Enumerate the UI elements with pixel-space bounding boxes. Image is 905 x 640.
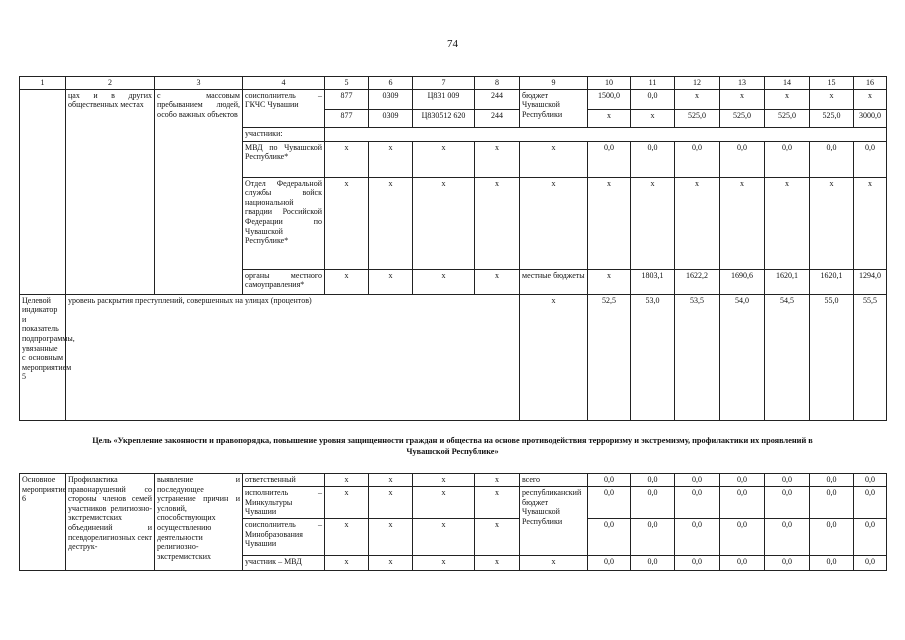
cell-value: 0,0 [854, 141, 887, 177]
cell-indicator-text: уровень раскрытия преступлений, совершенных на улицах (процентов) [66, 294, 520, 420]
cell-value: 3000,0 [854, 109, 887, 127]
cell-value: 0,0 [675, 556, 720, 571]
cell-code: Ц830512 620 [413, 109, 475, 127]
table-row [20, 474, 887, 487]
cell-value: 55,0 [810, 294, 854, 420]
cell-code: x [369, 556, 413, 571]
cell-code: x [413, 474, 475, 487]
cell-value: x [765, 89, 810, 109]
cell-executor: исполнитель – Минкультуры Чувашии [243, 487, 325, 519]
cell-event-label: Основное мероприятие 6 [20, 474, 66, 571]
cell-value: x [631, 109, 675, 127]
cell-code: x [475, 519, 520, 556]
cell-value: 53,0 [631, 294, 675, 420]
cell-code: x [475, 474, 520, 487]
cell-code: x [475, 177, 520, 269]
cell-value: 0,0 [631, 474, 675, 487]
cell-value: x [720, 177, 765, 269]
header-cell: 15 [810, 77, 854, 90]
cell-executor: органы местного самоуправления* [243, 269, 325, 294]
cell-executor: ответственный [243, 474, 325, 487]
cell-code: x [369, 474, 413, 487]
cell-source: x [520, 141, 588, 177]
cell-value: x [675, 177, 720, 269]
cell-value: 0,0 [854, 474, 887, 487]
header-cell: 14 [765, 77, 810, 90]
cell-value: 0,0 [720, 474, 765, 487]
cell-code: x [475, 487, 520, 519]
cell-value: 1620,1 [810, 269, 854, 294]
cell-value: 0,0 [675, 474, 720, 487]
cell-empty [325, 127, 887, 141]
cell-executor: участники: [243, 127, 325, 141]
cell-value: 0,0 [675, 141, 720, 177]
cell-value: 1500,0 [588, 89, 631, 109]
cell-value: 0,0 [765, 141, 810, 177]
cell-code: x [413, 556, 475, 571]
page-number: 74 [447, 38, 458, 50]
cell-event-name: Профилактика правонарушений со стороны членов семей участников религиозно-экстремистских объединений и псевдорелигиозных сект деструк- [66, 474, 155, 571]
cell-value: 0,0 [854, 519, 887, 556]
header-cell: 2 [66, 77, 155, 90]
header-cell: 11 [631, 77, 675, 90]
header-cell: 13 [720, 77, 765, 90]
cell-source: республиканский бюджет Чувашской Республики [520, 487, 588, 556]
cell-code: x [325, 177, 369, 269]
cell-code: x [413, 487, 475, 519]
cell-code: 0309 [369, 89, 413, 109]
cell-value: 525,0 [810, 109, 854, 127]
cell-code: 877 [325, 89, 369, 109]
cell-code: x [475, 141, 520, 177]
header-cell: 12 [675, 77, 720, 90]
cell-executor: соисполнитель – ГКЧС Чувашии [243, 89, 325, 127]
cell-value: 0,0 [720, 519, 765, 556]
cell-code: x [475, 556, 520, 571]
cell-value: 0,0 [588, 141, 631, 177]
cell-code: x [369, 141, 413, 177]
cell-code: x [325, 269, 369, 294]
cell-code: x [413, 519, 475, 556]
cell-value: 525,0 [675, 109, 720, 127]
cell-value: 0,0 [631, 89, 675, 109]
cell-value: x [631, 177, 675, 269]
header-cell: 10 [588, 77, 631, 90]
cell-value: 0,0 [675, 519, 720, 556]
cell-value: 525,0 [765, 109, 810, 127]
cell-value: 0,0 [765, 487, 810, 519]
cell-result: с массовым пребыванием людей, особо важных объектов [155, 89, 243, 294]
cell-value: 0,0 [720, 487, 765, 519]
cell-value: 0,0 [810, 487, 854, 519]
cell-code: x [325, 474, 369, 487]
cell-code: x [369, 269, 413, 294]
cell-code: x [413, 177, 475, 269]
cell-value: 0,0 [675, 487, 720, 519]
cell-value: 0,0 [854, 556, 887, 571]
cell-code: 244 [475, 109, 520, 127]
cell-source: x [520, 556, 588, 571]
cell-value: x [854, 89, 887, 109]
cell-code: x [325, 519, 369, 556]
cell-code: x [475, 269, 520, 294]
cell-value: x [810, 89, 854, 109]
cell-value: 0,0 [765, 519, 810, 556]
header-cell: 1 [20, 77, 66, 90]
cell-source: бюджет Чувашской Республики [520, 89, 588, 127]
cell-value: x [588, 269, 631, 294]
cell-value: 0,0 [720, 141, 765, 177]
cell-value: 0,0 [588, 487, 631, 519]
cell-value: 0,0 [720, 556, 765, 571]
cell-code: x [413, 269, 475, 294]
indicator-row [20, 294, 887, 420]
cell-value: 0,0 [810, 474, 854, 487]
cell-code: x [325, 556, 369, 571]
header-cell: 8 [475, 77, 520, 90]
cell-code: x [369, 487, 413, 519]
cell-value: x [765, 177, 810, 269]
cell-result: выявление и последующее устранение причин и условий, способствующих осуществлению деятельности религиозно-экстремистских [155, 474, 243, 571]
cell-value: 53,5 [675, 294, 720, 420]
cell-value: 0,0 [765, 556, 810, 571]
cell-value: 0,0 [765, 474, 810, 487]
cell-code: x [413, 141, 475, 177]
cell-code: x [325, 487, 369, 519]
cell-code: x [325, 141, 369, 177]
cell-code: 244 [475, 89, 520, 109]
cell-value: 54,5 [765, 294, 810, 420]
cell-value: 1690,6 [720, 269, 765, 294]
header-cell: 5 [325, 77, 369, 90]
cell-value: 0,0 [588, 519, 631, 556]
cell-value: 0,0 [854, 487, 887, 519]
cell-source: всего [520, 474, 588, 487]
header-cell: 4 [243, 77, 325, 90]
cell-code: x [369, 177, 413, 269]
header-cell: 6 [369, 77, 413, 90]
cell-value: 1294,0 [854, 269, 887, 294]
goal-heading: Цель «Укрепление законности и правопорядка, повышение уровня защищенности граждан и общества на основе противодействия терроризму и экстремизму, профилактики их проявлений в Чувашской Республике» [92, 436, 813, 456]
cell-value: 0,0 [810, 141, 854, 177]
cell-value: 0,0 [631, 519, 675, 556]
cell-code: x [369, 519, 413, 556]
cell-code: 877 [325, 109, 369, 127]
cell-value: 0,0 [588, 474, 631, 487]
cell-value: 0,0 [810, 519, 854, 556]
cell-value: 0,0 [631, 141, 675, 177]
cell-value: 1622,2 [675, 269, 720, 294]
cell-value: x [588, 109, 631, 127]
cell-value: x [854, 177, 887, 269]
cell-value: 52,5 [588, 294, 631, 420]
cell-value: 1620,1 [765, 269, 810, 294]
cell-source: x [520, 294, 588, 420]
cell-value: 0,0 [631, 487, 675, 519]
budget-table [19, 76, 887, 421]
cell-value: 525,0 [720, 109, 765, 127]
header-cell: 7 [413, 77, 475, 90]
header-cell: 3 [155, 77, 243, 90]
header-row [20, 77, 887, 90]
cell-code: Ц831 009 [413, 89, 475, 109]
cell-empty [20, 89, 66, 294]
cell-event-name: цах и в других общественных местах [66, 89, 155, 294]
cell-value: 0,0 [588, 556, 631, 571]
cell-source: местные бюджеты [520, 269, 588, 294]
cell-executor: участник – МВД [243, 556, 325, 571]
header-cell: 9 [520, 77, 588, 90]
cell-value: 54,0 [720, 294, 765, 420]
cell-value: x [588, 177, 631, 269]
cell-indicator-label: Целевой индикатор и показатель подпрограммы, увязанные с основным мероприятием 5 [20, 294, 66, 420]
cell-executor: МВД по Чувашской Республике* [243, 141, 325, 177]
cell-value: 55,5 [854, 294, 887, 420]
cell-code: 0309 [369, 109, 413, 127]
cell-value: x [675, 89, 720, 109]
cell-value: 0,0 [810, 556, 854, 571]
cell-value: x [810, 177, 854, 269]
cell-executor: Отдел Федеральной службы войск национальной гвардии Российской Федерации по Чувашской Республике* [243, 177, 325, 269]
header-cell: 16 [854, 77, 887, 90]
cell-executor: соисполнитель – Минобразования Чувашии [243, 519, 325, 556]
cell-value: 0,0 [631, 556, 675, 571]
cell-value: 1803,1 [631, 269, 675, 294]
cell-value: x [720, 89, 765, 109]
budget-table-continued [19, 473, 887, 571]
table-row [20, 89, 887, 109]
cell-source: x [520, 177, 588, 269]
